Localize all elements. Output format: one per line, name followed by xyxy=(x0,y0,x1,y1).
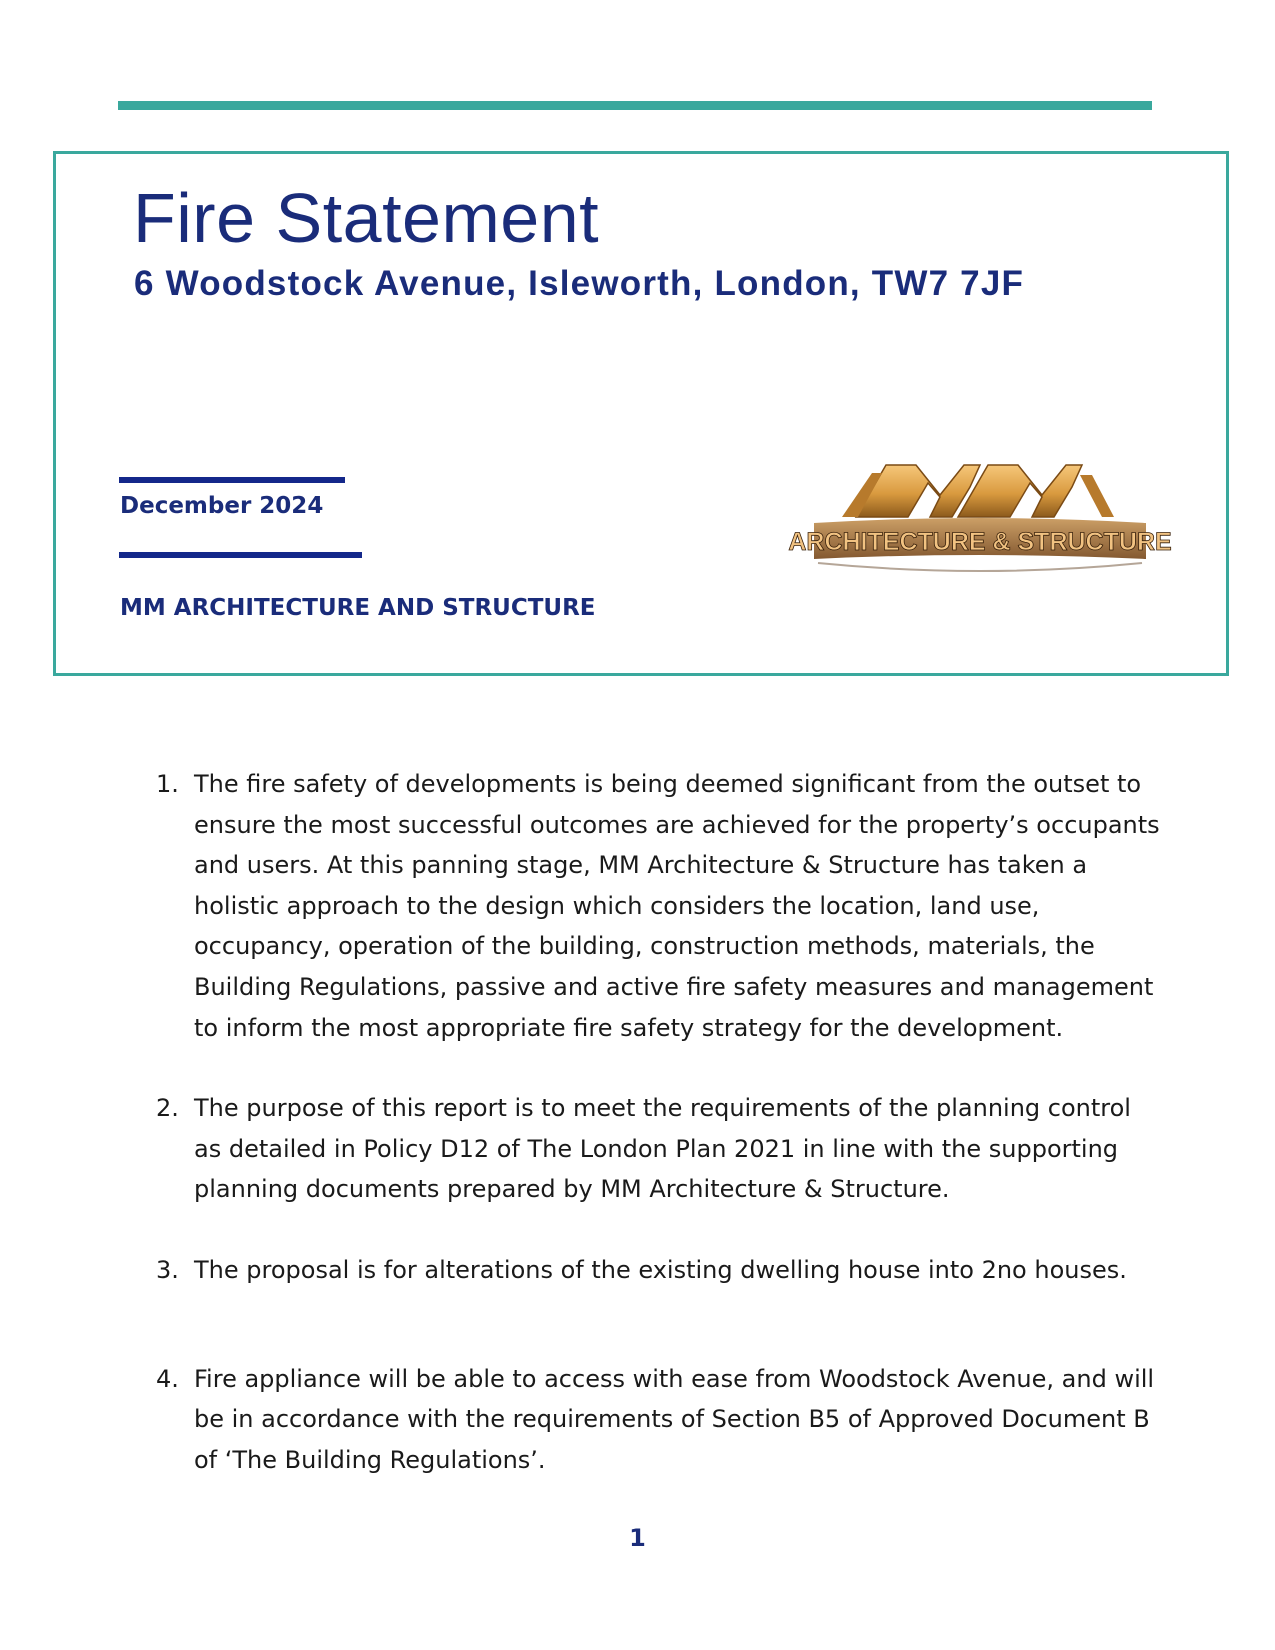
date-upper-rule xyxy=(119,477,345,483)
company-logo xyxy=(788,455,1172,600)
date-lower-rule xyxy=(119,552,362,558)
logo-banner xyxy=(788,518,1171,571)
list-item-number: 4. xyxy=(156,1364,179,1393)
list-item-number: 2. xyxy=(156,1094,179,1123)
document-date: December 2024 xyxy=(120,493,324,519)
list-item xyxy=(150,1359,1160,1481)
site-address: 6 Woodstock Avenue, Isleworth, London, TW7 7JF xyxy=(134,264,1025,303)
page-number: 1 xyxy=(629,1524,646,1552)
list-item xyxy=(150,764,1160,1048)
top-accent-rule xyxy=(118,101,1152,110)
mm-monogram-icon xyxy=(842,465,1114,517)
company-name: MM ARCHITECTURE AND STRUCTURE xyxy=(120,595,596,621)
logo-banner-text: ARCHITECTURE & STRUCTURE xyxy=(788,528,1172,556)
list-item-text: Fire appliance will be able to access with ease from Woodstock Avenue, and will be in accordance with the requirements of Section B5 of Approved Document B of ‘The Building Regulations’. xyxy=(194,1364,1155,1474)
list-item-text: The fire safety of developments is being deemed significant from the outset to ensure the most successful outcomes are achieved for the property’s occupants and users. At this panning stage, MM Architecture & Structure has taken a holistic approach to the design which considers the location, land use, occupancy, operation of the building, construction methods, materials, the Building Regulations, passive and active fire safety measures and management to inform the most appropriate fire safety strategy for the development. xyxy=(194,770,1160,1042)
list-item-number: 1. xyxy=(156,770,179,798)
statement-list xyxy=(150,764,1160,1480)
list-item xyxy=(150,1088,1160,1210)
list-item-text: The purpose of this report is to meet the requirements of the planning control as detailed in Policy D12 of The London Plan 2021 in line with the supporting planning documents prepared by MM Architecture & Structure. xyxy=(194,1094,1131,1204)
list-item-text: The proposal is for alterations of the existing dwelling house into 2no houses. xyxy=(194,1255,1127,1284)
list-item xyxy=(150,1250,1160,1291)
list-item-number: 3. xyxy=(156,1255,179,1284)
document-title: Fire Statement xyxy=(133,179,600,257)
